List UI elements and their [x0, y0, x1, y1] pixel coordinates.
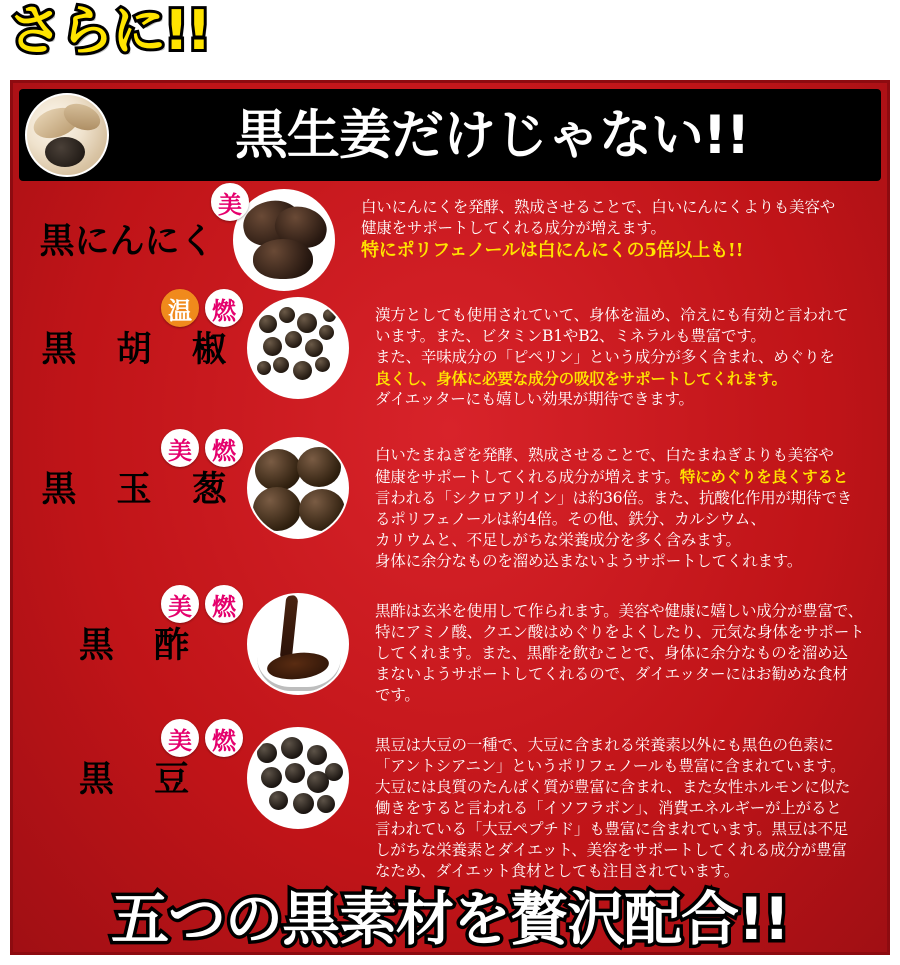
- desc-line: 「アントシアニン」というポリフェノールも豊富に含まれています。: [375, 757, 846, 776]
- desc-line: 白いにんにくを発酵、熟成させることで、白いにんにくよりも美容や: [361, 198, 835, 216]
- badge-warm: 温: [161, 289, 199, 327]
- ingredient-name: 黒 酢: [78, 626, 204, 666]
- ingredient-name: 黒 玉 葱: [41, 470, 241, 510]
- badge-beauty: 美: [161, 429, 199, 467]
- desc-line: です。: [375, 686, 420, 705]
- ingredient-name: 黒 豆: [78, 760, 204, 800]
- desc-highlight: 良くし、身体に必要な成分の吸収をサポートしてくれます。: [375, 369, 787, 389]
- desc-line-text: 健康をサポートしてくれる成分が増えます。: [375, 468, 680, 487]
- desc-line: [375, 466, 875, 488]
- desc-line: 黒豆は大豆の一種で、大豆に含まれる栄養素以外にも黒色の色素に: [375, 736, 834, 754]
- badge-group: [161, 585, 243, 623]
- list-item: [21, 433, 879, 589]
- desc-line: 言われる「シクロアリイン」は約36倍。また、抗酸化作用が期待でき: [375, 489, 852, 508]
- list-item: [21, 723, 879, 883]
- black-onion-photo-icon: [247, 437, 367, 539]
- badge-beauty: 美: [211, 183, 249, 221]
- badge-burn: 燃: [205, 289, 243, 327]
- desc-line: 健康をサポートしてくれる成分が増えます。: [361, 219, 666, 238]
- black-garlic-photo-icon: [233, 189, 353, 291]
- desc-line: 漢方としても使用されていて、身体を温め、冷えにも有効と言われて: [375, 306, 849, 324]
- black-bean-photo-icon: [247, 727, 367, 829]
- main-red-panel: [10, 80, 890, 955]
- headline-bar: [19, 89, 881, 181]
- badge-beauty: 美: [161, 719, 199, 757]
- headline-title: 黒生姜だけじゃない!!: [234, 104, 750, 166]
- badge-group: [161, 429, 243, 467]
- desc-line: 身体に余分なものを溜め込まないようサポートしてくれます。: [375, 552, 803, 571]
- list-item: [21, 185, 879, 293]
- ingredient-description: [375, 727, 879, 883]
- desc-line: してくれます。また、黒酢を飲むことで、身体に余分なものを溜め込: [375, 644, 848, 663]
- black-vinegar-photo-icon: [247, 593, 367, 695]
- badge-group: [211, 183, 249, 221]
- desc-line: カリウムと、不足しがちな栄養成分を多く含みます。: [375, 531, 741, 550]
- badge-burn: 燃: [205, 429, 243, 467]
- list-item: [21, 589, 879, 723]
- badge-burn: 燃: [205, 719, 243, 757]
- footer-band: [13, 885, 887, 953]
- desc-line: しがちな栄養素とダイエット、美容をサポートしてくれる成分が豊富: [375, 841, 847, 860]
- desc-line: 黒酢は玄米を使用して作られます。美容や健康に嬉しい成分が豊富で、: [375, 602, 864, 620]
- desc-line: まないようサポートしてくれるので、ダイエッターにはお勧めな食材: [375, 665, 848, 684]
- badge-group: [161, 289, 243, 327]
- desc-line: 言われている「大豆ペプチド」も豊富に含まれています。黒豆は不足: [375, 820, 849, 839]
- sarani-headline: さらに!!: [8, 0, 210, 62]
- ingredient-description: [375, 593, 879, 706]
- desc-line: 働きをすると言われる「イソフラボン」、消費エネルギーが上がると: [375, 799, 842, 818]
- ingredient-name: 黒にんにく: [39, 222, 215, 262]
- desc-highlight: 特にポリフェノールは白にんにくの5倍以上も!!: [361, 240, 744, 262]
- desc-line: また、辛味成分の「ピペリン」という成分が多く含まれ、めぐりを: [375, 348, 835, 367]
- badge-burn: 燃: [205, 585, 243, 623]
- list-item: [21, 293, 879, 433]
- ingredient-description: [375, 297, 879, 410]
- ingredient-description: [361, 189, 879, 264]
- badge-group: [161, 719, 243, 757]
- black-pepper-photo-icon: [247, 297, 367, 399]
- desc-line: 特にアミノ酸、クエン酸はめぐりをよくしたり、元気な身体をサポート: [375, 623, 865, 642]
- ginger-photo-icon: [25, 93, 109, 177]
- desc-line: 大豆には良質のたんぱく質が豊富に含まれ、また女性ホルモンに似た: [375, 778, 851, 797]
- desc-line: います。また、ビタミンB1やB2、ミネラルも豊富です。: [375, 327, 766, 346]
- footer-headline: 五つの黒素材を贅沢配合!!: [111, 885, 789, 953]
- ingredient-name: 黒 胡 椒: [41, 330, 241, 370]
- desc-line: ダイエッターにも嬉しい効果が期待できます。: [375, 390, 694, 409]
- desc-line: なため、ダイエット食材としても注目されています。: [375, 862, 740, 881]
- badge-beauty: 美: [161, 585, 199, 623]
- ingredient-description: [375, 437, 879, 572]
- top-banner: [0, 0, 900, 86]
- desc-line: 白いたまねぎを発酵、熟成させることで、白たまねぎよりも美容や: [375, 446, 834, 464]
- desc-line: るポリフェノールは約4倍。その他、鉄分、カルシウム、: [375, 510, 766, 529]
- desc-highlight: 特にめぐりを良くすると: [679, 467, 849, 487]
- ingredient-list: [21, 185, 879, 883]
